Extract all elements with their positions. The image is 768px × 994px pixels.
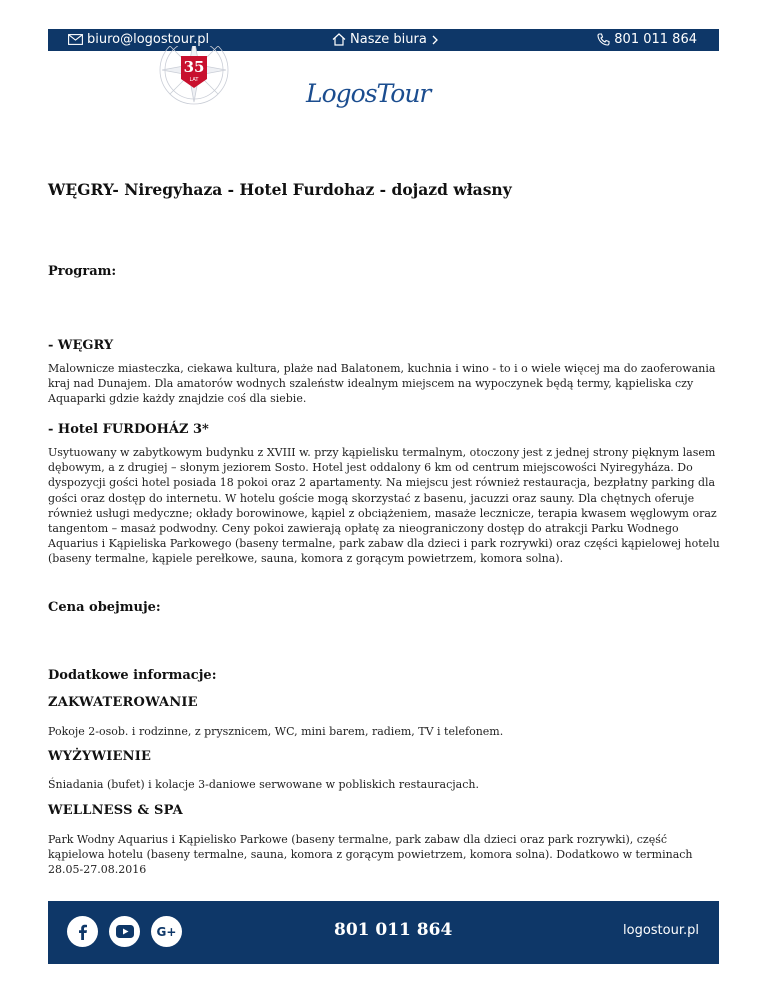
- country-description: Malownicze miasteczka, ciekawa kultura, plaże nad Balatonem, kuchnia i wino - to i o wiele więcej ma do zaoferowania kraj nad Dunajem. Dla amatorów wodnych szaleństw idealnym miejscem na wypoczynek będą termy, kąpieliska czy Aquaparki gdzie każdy znajdzie coś dla siebie.: [48, 362, 716, 406]
- logo-text: LogosTour: [306, 78, 431, 108]
- price-includes-heading: Cena obejmuje:: [48, 600, 161, 615]
- food-text: Śniadania (bufet) i kolacje 3-daniowe serwowane w pobliskich restauracjach.: [48, 778, 479, 791]
- youtube-button[interactable]: [109, 916, 140, 947]
- footer-bar: [48, 901, 719, 964]
- hotel-heading: - Hotel FURDOHÁZ 3*: [48, 422, 209, 437]
- google-plus-icon: G+: [156, 924, 177, 939]
- facebook-button[interactable]: [67, 916, 98, 947]
- facebook-icon: [76, 924, 90, 940]
- phone-icon: [597, 33, 610, 46]
- wellness-text: Park Wodny Aquarius i Kąpielisko Parkowe (baseny termalne, park zabaw dla dzieci oraz park rozrywki), część kąpielowa hotelu (baseny termalne, sauna, komora z gorącym powietrzem, komora solna). Dodatkowo w terminach 28.05-27.08.2016: [48, 833, 693, 877]
- home-icon: [332, 33, 346, 46]
- page-title: WĘGRY- Niregyhaza - Hotel Furdohaz - dojazd własny: [48, 180, 512, 199]
- anniversary-badge: [150, 46, 238, 108]
- badge-number: 35: [183, 58, 205, 76]
- food-heading: WYŻYWIENIE: [48, 749, 152, 764]
- additional-info-heading: Dodatkowe informacje:: [48, 668, 217, 683]
- office-link[interactable]: [332, 32, 439, 47]
- envelope-icon: [68, 34, 83, 45]
- office-link-label: Nasze biura: [350, 32, 427, 47]
- chevron-right-icon: [431, 35, 439, 45]
- badge-label: LAT: [189, 77, 199, 83]
- top-contact-bar: [48, 29, 719, 51]
- youtube-icon: [116, 925, 134, 938]
- accommodation-heading: ZAKWATEROWANIE: [48, 695, 198, 710]
- accommodation-text: Pokoje 2-osob. i rodzinne, z prysznicem, WC, mini barem, radiem, TV i telefonem.: [48, 725, 504, 738]
- footer-phone[interactable]: 801 011 864: [334, 920, 453, 940]
- phone-link[interactable]: [597, 32, 697, 47]
- footer-website-link[interactable]: logostour.pl: [623, 923, 699, 938]
- email-text: biuro@logostour.pl: [87, 32, 210, 47]
- google-plus-button[interactable]: [151, 916, 182, 947]
- country-heading: - WĘGRY: [48, 338, 114, 353]
- email-link[interactable]: [68, 32, 209, 47]
- program-heading: Program:: [48, 264, 117, 279]
- hotel-description: Usytuowany w zabytkowym budynku z XVIII w. przy kąpielisku termalnym, otoczony jest z jednej strony pięknym lasem dębowym, a z drugiej – słonym jeziorem Sosto. Hotel jest oddalony 6 km od centrum miejscowości Nyiregyháza. Do dyspozycji gości hotel posiada 18 pokoi oraz 2 apartamenty. Na miejscu jest również restauracja, bezpłatny parking dla gości oraz dostęp do internetu. W hotelu goście mogą skorzystać z basenu, jacuzzi oraz sauny. Dla chętnych oferuje również usługi medyczne; okłady borowinowe, kąpiel z obciążeniem, masaże lecznicze, terapia kwasem węglowym oraz tangentom – masaż podwodny. Ceny pokoi zawierają opłatę za nieograniczony dostęp do atrakcji Parku Wodnego Aquarius i Kąpieliska Parkowego (baseny termalne, park zabaw dla dzieci i park rozrywki) oraz części kąpielowej hotelu (baseny termalne, kąpiele perełkowe, sauna, komora z gorącym powietrzem, komora solna).: [48, 446, 720, 566]
- logostour-logo[interactable]: [302, 74, 431, 112]
- phone-text: 801 011 864: [614, 32, 697, 47]
- wellness-heading: WELLNESS & SPA: [48, 803, 183, 818]
